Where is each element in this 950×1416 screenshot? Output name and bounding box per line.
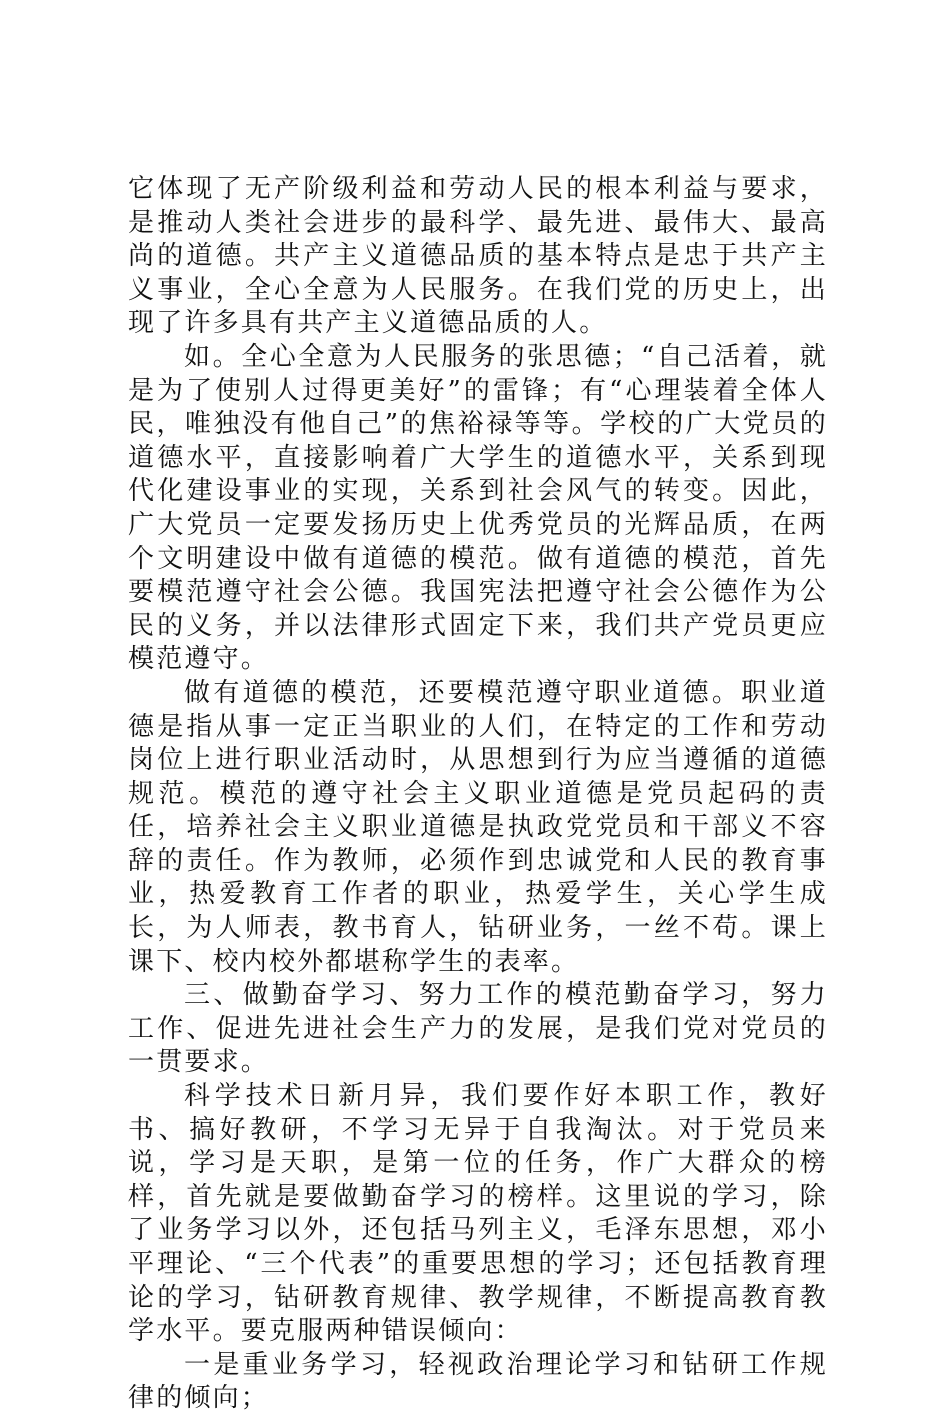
- paragraph-role-models: 如。全心全意为人民服务的张思德；“自己活着，就是为了使别人过得更美好”的雷锋；有“心理装着全体人民，唯独没有他自己”的焦裕禄等等。学校的广大党员的道德水平，直接影响着广大学生的道德水平，关系到现代化建设事业的实现，关系到社会风气的转变。因此，广大党员一定要发扬历史上优秀党员的光辉品质，在两个文明建设中做有道德的模范。做有道德的模范，首先要模范遵守社会公德。我国宪法把遵守社会公德作为公民的义务，并以法律形式固定下来，我们共产党员更应模范遵守。: [128, 341, 828, 675]
- document-body: [128, 173, 828, 1416]
- paragraph-tendency-one: 一是重业务学习，轻视政治理论学习和钻研工作规律的倾向；: [128, 1349, 828, 1414]
- paragraph-continuation: 它体现了无产阶级利益和劳动人民的根本利益与要求，是推动人类社会进步的最科学、最先进、最伟大、最高尚的道德。共产主义道德品质的基本特点是忠于共产主义事业，全心全意为人民服务。在我们党的历史上，出现了许多具有共产主义道德品质的人。: [128, 174, 828, 339]
- paragraph-study: 科学技术日新月异，我们要作好本职工作，教好书、搞好教研，不学习无异于自我淘汰。对于党员来说，学习是天职，是第一位的任务，作广大群众的榜样，首先就是要做勤奋学习的榜样。这里说的学习，除了业务学习以外，还包括马列主义，毛泽东思想，邓小平理论、“三个代表”的重要思想的学习；还包括教育理论的学习，钻研教育规律、教学规律，不断提高教育教学水平。要克服两种错误倾向：: [128, 1081, 828, 1347]
- paragraph-professional-ethics: 做有道德的模范，还要模范遵守职业道德。职业道德是指从事一定正当职业的人们，在特定的工作和劳动岗位上进行职业活动时，从思想到行为应当遵循的道德规范。模范的遵守社会主义职业道德是党员起码的责任，培养社会主义职业道德是执政党党员和干部义不容辞的责任。作为教师，必须作到忠诚党和人民的教育事业，热爱教育工作者的职业，热爱学生，关心学生成长，为人师表，教书育人，钻研业务，一丝不苟。课上课下、校内校外都堪称学生的表率。: [128, 677, 828, 977]
- paragraph-section-three-heading: 三、做勤奋学习、努力工作的模范勤奋学习，努力工作、促进先进社会生产力的发展，是我们党对党员的一贯要求。: [128, 980, 828, 1078]
